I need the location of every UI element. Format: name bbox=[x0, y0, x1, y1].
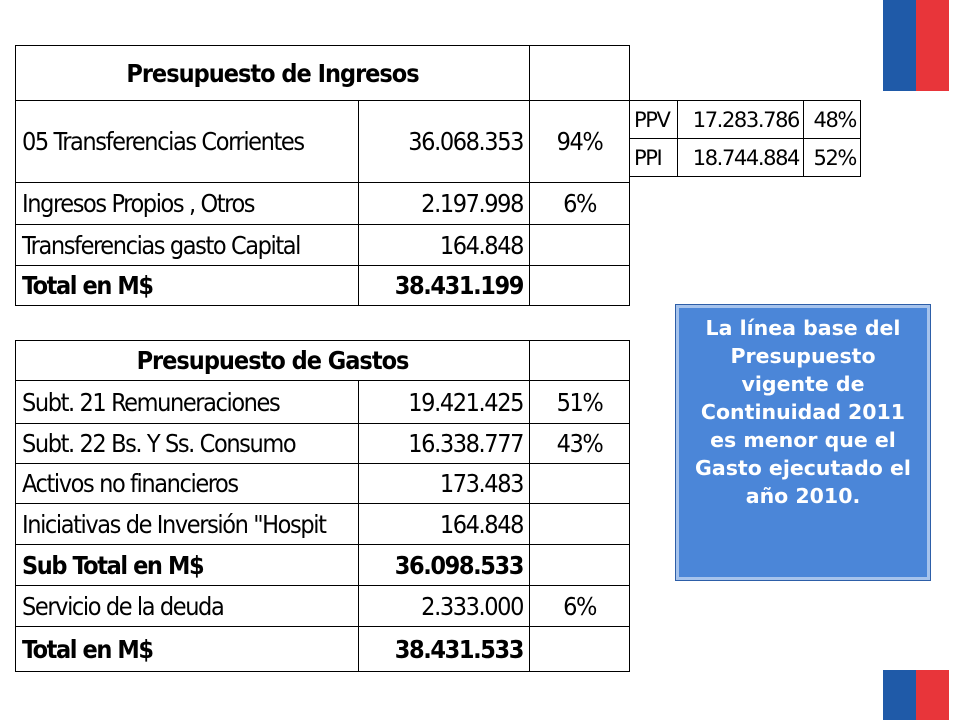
split-label: PPV bbox=[630, 101, 678, 139]
empty-cell bbox=[530, 46, 630, 101]
row-amount: 173.483 bbox=[359, 464, 530, 504]
row-percent: 51% bbox=[530, 381, 630, 424]
row-amount: 16.338.777 bbox=[359, 424, 530, 464]
row-amount: 19.421.425 bbox=[359, 381, 530, 424]
table-row bbox=[630, 101, 861, 139]
subtotal-label: Sub Total en M$ bbox=[16, 545, 359, 586]
row-label: Subt. 22 Bs. Y Ss. Consumo bbox=[16, 424, 359, 464]
split-label: PPI bbox=[630, 139, 678, 177]
total-label: Total en M$ bbox=[16, 266, 359, 306]
split-amount: 17.283.786 bbox=[678, 101, 804, 139]
chile-flag-bottom bbox=[883, 670, 949, 720]
callout-text: La línea base del Presupuesto vigente de Continuidad 2011 es menor que el Gasto ejecutado el año 2010. bbox=[695, 316, 911, 508]
total-amount: 38.431.199 bbox=[359, 266, 530, 306]
gastos-table bbox=[15, 340, 630, 672]
row-amount: 2.333.000 bbox=[359, 586, 530, 627]
ppv-ppi-table bbox=[629, 100, 861, 177]
total-row bbox=[16, 266, 630, 306]
row-percent bbox=[530, 464, 630, 504]
row-percent: 6% bbox=[530, 586, 630, 627]
split-percent: 52% bbox=[804, 139, 861, 177]
row-label: Ingresos Propios , Otros bbox=[16, 183, 359, 225]
row-label: Activos no financieros bbox=[16, 464, 359, 504]
table-row bbox=[16, 341, 630, 381]
subtotal-percent bbox=[530, 545, 630, 586]
table-row bbox=[630, 139, 861, 177]
flag-blue-bar bbox=[883, 0, 916, 91]
row-label: Subt. 21 Remuneraciones bbox=[16, 381, 359, 424]
ingresos-table bbox=[15, 45, 630, 306]
subtotal-amount: 36.098.533 bbox=[359, 545, 530, 586]
row-amount: 164.848 bbox=[359, 504, 530, 545]
row-label: Servicio de la deuda bbox=[16, 586, 359, 627]
flag-red-bar bbox=[916, 670, 949, 720]
table-row bbox=[16, 101, 630, 183]
row-percent: 43% bbox=[530, 424, 630, 464]
flag-red-bar bbox=[916, 0, 949, 91]
table-row bbox=[16, 464, 630, 504]
split-amount: 18.744.884 bbox=[678, 139, 804, 177]
row-amount: 36.068.353 bbox=[359, 101, 530, 183]
row-label: Iniciativas de Inversión "Hospit bbox=[16, 504, 359, 545]
callout-note bbox=[676, 305, 930, 580]
chile-flag-top bbox=[883, 0, 949, 91]
row-percent bbox=[530, 225, 630, 266]
row-amount: 164.848 bbox=[359, 225, 530, 266]
subtotal-row bbox=[16, 545, 630, 586]
split-percent: 48% bbox=[804, 101, 861, 139]
total-row bbox=[16, 627, 630, 672]
total-percent bbox=[530, 627, 630, 672]
total-amount: 38.431.533 bbox=[359, 627, 530, 672]
table-row bbox=[16, 504, 630, 545]
table-row bbox=[16, 225, 630, 266]
gastos-title: Presupuesto de Gastos bbox=[16, 341, 530, 381]
table-row bbox=[16, 183, 630, 225]
table-row bbox=[16, 424, 630, 464]
flag-blue-bar bbox=[883, 670, 916, 720]
row-percent bbox=[530, 504, 630, 545]
total-label: Total en M$ bbox=[16, 627, 359, 672]
row-percent: 6% bbox=[530, 183, 630, 225]
ingresos-title: Presupuesto de Ingresos bbox=[16, 46, 530, 101]
row-percent: 94% bbox=[530, 101, 630, 183]
row-amount: 2.197.998 bbox=[359, 183, 530, 225]
table-row bbox=[16, 586, 630, 627]
table-row bbox=[16, 381, 630, 424]
table-row bbox=[16, 46, 630, 101]
empty-cell bbox=[530, 341, 630, 381]
total-percent bbox=[530, 266, 630, 306]
row-label: 05 Transferencias Corrientes bbox=[16, 101, 359, 183]
row-label: Transferencias gasto Capital bbox=[16, 225, 359, 266]
